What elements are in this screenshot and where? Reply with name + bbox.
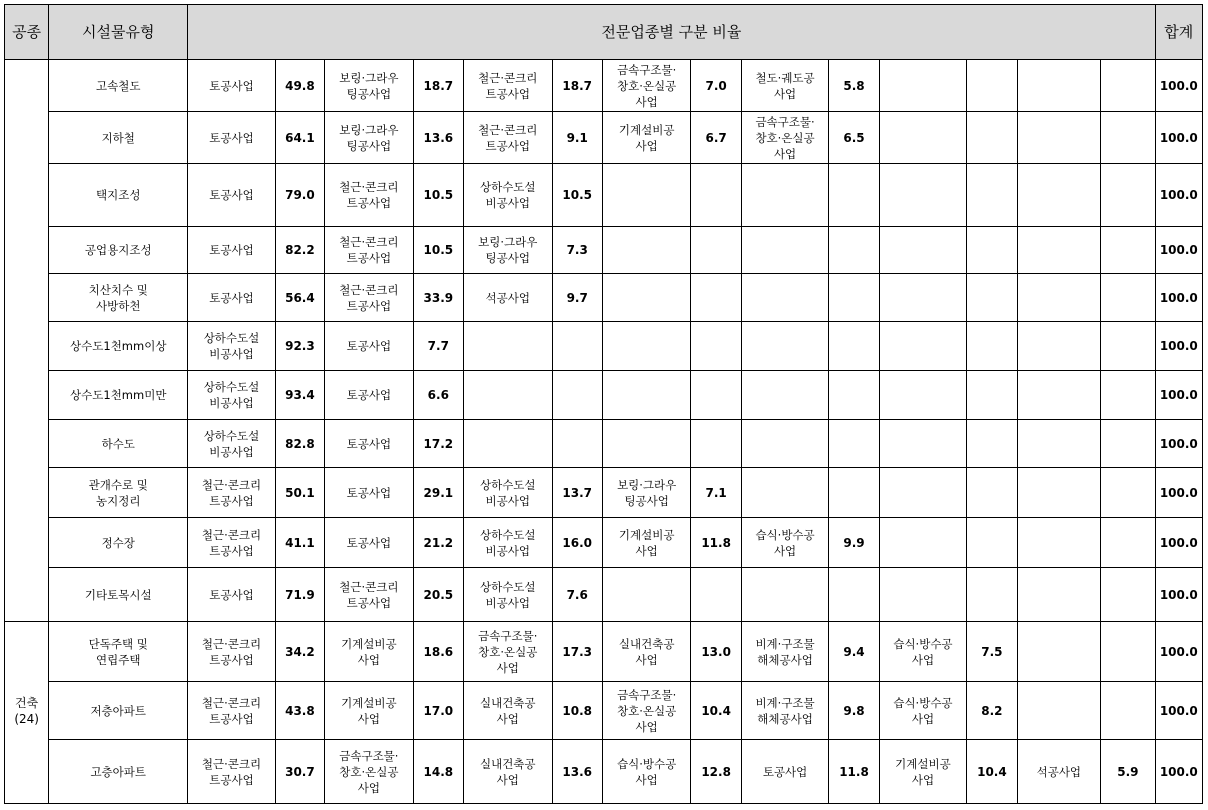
- trade-name-cell: [1017, 112, 1101, 164]
- trade-name-cell: [1017, 371, 1101, 420]
- trade-name-cell: [741, 371, 829, 420]
- trade-ratio-cell: 7.1: [691, 468, 741, 518]
- ratio-table: [4, 4, 1203, 804]
- trade-ratio-cell: 14.8: [413, 740, 463, 804]
- trade-ratio-cell: [1101, 682, 1155, 740]
- trade-name-cell: 토공사업: [325, 420, 414, 468]
- facility-type-cell: 공업용지조성: [49, 227, 188, 274]
- facility-type-cell: 상수도1천mm미만: [49, 371, 188, 420]
- trade-ratio-cell: [1101, 60, 1155, 112]
- table-row: [5, 568, 1203, 622]
- trade-ratio-cell: 6.6: [413, 371, 463, 420]
- facility-type-cell: 치산치수 및 사방하천: [49, 274, 188, 322]
- trade-ratio-cell: [552, 322, 602, 371]
- trade-ratio-cell: 21.2: [413, 518, 463, 568]
- trade-ratio-cell: 49.8: [275, 60, 324, 112]
- trade-name-cell: 철근·콘크리 트공사업: [188, 518, 276, 568]
- trade-name-cell: 철근·콘크리 트공사업: [188, 622, 276, 682]
- category-cell: [5, 60, 49, 622]
- trade-name-cell: 토공사업: [188, 568, 276, 622]
- trade-name-cell: 토공사업: [741, 740, 829, 804]
- trade-ratio-cell: 11.8: [691, 518, 741, 568]
- trade-name-cell: [602, 371, 691, 420]
- total-cell: 100.0: [1155, 164, 1202, 227]
- trade-name-cell: [602, 274, 691, 322]
- facility-type-cell: 기타토목시설: [49, 568, 188, 622]
- trade-name-cell: [879, 274, 967, 322]
- trade-ratio-cell: [1101, 227, 1155, 274]
- trade-name-cell: 토공사업: [188, 227, 276, 274]
- facility-type-cell: 고속철도: [49, 60, 188, 112]
- trade-name-cell: 습식·방수공 사업: [879, 682, 967, 740]
- trade-name-cell: 철근·콘크리 트공사업: [325, 227, 414, 274]
- trade-name-cell: 기계설비공 사업: [602, 112, 691, 164]
- trade-name-cell: 토공사업: [188, 164, 276, 227]
- trade-name-cell: [463, 420, 552, 468]
- total-cell: 100.0: [1155, 568, 1202, 622]
- trade-ratio-cell: 8.2: [967, 682, 1017, 740]
- trade-ratio-cell: [967, 518, 1017, 568]
- total-cell: 100.0: [1155, 227, 1202, 274]
- trade-ratio-cell: 82.8: [275, 420, 324, 468]
- trade-name-cell: 철근·콘크리 트공사업: [463, 112, 552, 164]
- total-cell: 100.0: [1155, 740, 1202, 804]
- trade-ratio-cell: [1101, 322, 1155, 371]
- trade-ratio-cell: [829, 322, 879, 371]
- trade-ratio-cell: 30.7: [275, 740, 324, 804]
- trade-name-cell: 보링·그라우 팅공사업: [602, 468, 691, 518]
- facility-type-cell: 단독주택 및 연립주택: [49, 622, 188, 682]
- trade-ratio-cell: 33.9: [413, 274, 463, 322]
- trade-name-cell: 토공사업: [188, 60, 276, 112]
- trade-name-cell: 토공사업: [188, 274, 276, 322]
- trade-name-cell: [879, 518, 967, 568]
- trade-name-cell: [879, 420, 967, 468]
- trade-ratio-cell: 6.7: [691, 112, 741, 164]
- trade-name-cell: 상하수도설 비공사업: [463, 568, 552, 622]
- trade-ratio-cell: 17.3: [552, 622, 602, 682]
- facility-type-cell: 택지조성: [49, 164, 188, 227]
- trade-ratio-cell: 9.8: [829, 682, 879, 740]
- table-body: [5, 60, 1203, 804]
- trade-ratio-cell: 10.5: [413, 164, 463, 227]
- trade-ratio-cell: 7.0: [691, 60, 741, 112]
- trade-name-cell: [879, 164, 967, 227]
- trade-ratio-cell: 5.8: [829, 60, 879, 112]
- trade-ratio-cell: [1101, 274, 1155, 322]
- facility-type-cell: 고층아파트: [49, 740, 188, 804]
- trade-ratio-cell: [552, 420, 602, 468]
- trade-name-cell: [1017, 568, 1101, 622]
- trade-ratio-cell: 41.1: [275, 518, 324, 568]
- trade-ratio-cell: [829, 468, 879, 518]
- trade-name-cell: [602, 322, 691, 371]
- trade-ratio-cell: [1101, 420, 1155, 468]
- trade-name-cell: 철근·콘크리 트공사업: [325, 274, 414, 322]
- table-row: [5, 322, 1203, 371]
- trade-name-cell: [1017, 420, 1101, 468]
- trade-name-cell: [741, 322, 829, 371]
- total-cell: 100.0: [1155, 682, 1202, 740]
- trade-name-cell: [741, 568, 829, 622]
- facility-type-cell: 정수장: [49, 518, 188, 568]
- trade-name-cell: 상하수도설 비공사업: [188, 420, 276, 468]
- facility-type-cell: 지하철: [49, 112, 188, 164]
- trade-name-cell: 습식·방수공 사업: [879, 622, 967, 682]
- category-cell: 건축 (24): [5, 622, 49, 804]
- trade-ratio-cell: 34.2: [275, 622, 324, 682]
- trade-ratio-cell: 9.1: [552, 112, 602, 164]
- header-ratio: 전문업종별 구분 비율: [188, 5, 1155, 60]
- facility-type-cell: 저층아파트: [49, 682, 188, 740]
- trade-name-cell: [1017, 227, 1101, 274]
- trade-name-cell: 보링·그라우 팅공사업: [463, 227, 552, 274]
- trade-name-cell: 철근·콘크리 트공사업: [325, 164, 414, 227]
- trade-name-cell: [1017, 682, 1101, 740]
- table-row: [5, 518, 1203, 568]
- trade-ratio-cell: 17.0: [413, 682, 463, 740]
- trade-name-cell: 철근·콘크리 트공사업: [188, 740, 276, 804]
- trade-name-cell: [1017, 60, 1101, 112]
- trade-name-cell: 상하수도설 비공사업: [463, 468, 552, 518]
- trade-name-cell: 석공사업: [1017, 740, 1101, 804]
- trade-ratio-cell: [829, 164, 879, 227]
- trade-name-cell: 토공사업: [325, 518, 414, 568]
- trade-name-cell: [741, 274, 829, 322]
- trade-ratio-cell: [967, 112, 1017, 164]
- trade-ratio-cell: [691, 568, 741, 622]
- trade-ratio-cell: 20.5: [413, 568, 463, 622]
- total-cell: 100.0: [1155, 322, 1202, 371]
- trade-ratio-cell: [967, 274, 1017, 322]
- trade-ratio-cell: [552, 371, 602, 420]
- trade-ratio-cell: 82.2: [275, 227, 324, 274]
- trade-name-cell: [879, 227, 967, 274]
- table-row: [5, 622, 1203, 682]
- trade-name-cell: [602, 164, 691, 227]
- trade-ratio-cell: 9.7: [552, 274, 602, 322]
- trade-ratio-cell: [967, 568, 1017, 622]
- trade-ratio-cell: 18.7: [552, 60, 602, 112]
- trade-name-cell: [463, 322, 552, 371]
- trade-name-cell: 실내건축공 사업: [463, 682, 552, 740]
- trade-ratio-cell: [829, 227, 879, 274]
- trade-name-cell: [741, 468, 829, 518]
- table-row: [5, 112, 1203, 164]
- trade-name-cell: 보링·그라우 팅공사업: [325, 112, 414, 164]
- trade-ratio-cell: [1101, 622, 1155, 682]
- trade-ratio-cell: [967, 371, 1017, 420]
- trade-ratio-cell: 7.5: [967, 622, 1017, 682]
- trade-name-cell: 기계설비공 사업: [325, 622, 414, 682]
- trade-ratio-cell: 7.3: [552, 227, 602, 274]
- trade-name-cell: 기계설비공 사업: [602, 518, 691, 568]
- trade-name-cell: 토공사업: [325, 322, 414, 371]
- facility-type-cell: 관개수로 및 농지정리: [49, 468, 188, 518]
- trade-ratio-cell: [691, 420, 741, 468]
- total-cell: 100.0: [1155, 622, 1202, 682]
- trade-name-cell: [741, 227, 829, 274]
- trade-ratio-cell: [967, 322, 1017, 371]
- trade-name-cell: [1017, 164, 1101, 227]
- trade-name-cell: 비계·구조물 해체공사업: [741, 622, 829, 682]
- trade-ratio-cell: 18.7: [413, 60, 463, 112]
- trade-ratio-cell: 10.5: [413, 227, 463, 274]
- trade-ratio-cell: 56.4: [275, 274, 324, 322]
- trade-name-cell: 습식·방수공 사업: [602, 740, 691, 804]
- trade-ratio-cell: 79.0: [275, 164, 324, 227]
- trade-name-cell: 금속구조물· 창호·온실공 사업: [325, 740, 414, 804]
- table-row: [5, 274, 1203, 322]
- trade-ratio-cell: [967, 60, 1017, 112]
- trade-ratio-cell: [1101, 468, 1155, 518]
- trade-name-cell: [1017, 274, 1101, 322]
- trade-ratio-cell: 13.7: [552, 468, 602, 518]
- trade-name-cell: 철근·콘크리 트공사업: [463, 60, 552, 112]
- trade-name-cell: [602, 227, 691, 274]
- trade-name-cell: 보링·그라우 팅공사업: [325, 60, 414, 112]
- trade-ratio-cell: 92.3: [275, 322, 324, 371]
- trade-ratio-cell: [967, 227, 1017, 274]
- table-row: [5, 740, 1203, 804]
- total-cell: 100.0: [1155, 60, 1202, 112]
- trade-name-cell: 철근·콘크리 트공사업: [325, 568, 414, 622]
- trade-name-cell: 금속구조물· 창호·온실공 사업: [463, 622, 552, 682]
- trade-name-cell: [1017, 518, 1101, 568]
- trade-name-cell: 습식·방수공 사업: [741, 518, 829, 568]
- trade-name-cell: 실내건축공 사업: [602, 622, 691, 682]
- trade-name-cell: [1017, 468, 1101, 518]
- trade-name-cell: [1017, 322, 1101, 371]
- table-row: [5, 60, 1203, 112]
- trade-name-cell: [879, 568, 967, 622]
- trade-ratio-cell: 29.1: [413, 468, 463, 518]
- trade-ratio-cell: [829, 274, 879, 322]
- table-row: [5, 164, 1203, 227]
- trade-name-cell: 기계설비공 사업: [879, 740, 967, 804]
- facility-type-cell: 상수도1천mm이상: [49, 322, 188, 371]
- trade-name-cell: [1017, 622, 1101, 682]
- trade-ratio-cell: 13.6: [552, 740, 602, 804]
- trade-name-cell: [741, 420, 829, 468]
- trade-name-cell: [602, 420, 691, 468]
- trade-name-cell: 금속구조물· 창호·온실공 사업: [602, 60, 691, 112]
- trade-name-cell: 토공사업: [188, 112, 276, 164]
- trade-name-cell: [741, 164, 829, 227]
- trade-ratio-cell: [1101, 112, 1155, 164]
- trade-name-cell: 상하수도설 비공사업: [188, 322, 276, 371]
- trade-ratio-cell: 18.6: [413, 622, 463, 682]
- trade-ratio-cell: 50.1: [275, 468, 324, 518]
- header-category: 공종: [5, 5, 49, 60]
- header-row: [5, 5, 1203, 60]
- trade-ratio-cell: 7.7: [413, 322, 463, 371]
- table-row: [5, 468, 1203, 518]
- trade-ratio-cell: [829, 568, 879, 622]
- trade-ratio-cell: 9.4: [829, 622, 879, 682]
- trade-name-cell: [602, 568, 691, 622]
- trade-ratio-cell: 5.9: [1101, 740, 1155, 804]
- table-row: [5, 420, 1203, 468]
- trade-ratio-cell: [691, 164, 741, 227]
- trade-ratio-cell: [1101, 164, 1155, 227]
- trade-ratio-cell: [967, 420, 1017, 468]
- trade-ratio-cell: 13.0: [691, 622, 741, 682]
- trade-ratio-cell: [691, 274, 741, 322]
- trade-ratio-cell: 10.4: [967, 740, 1017, 804]
- trade-name-cell: [879, 371, 967, 420]
- trade-name-cell: [879, 322, 967, 371]
- total-cell: 100.0: [1155, 420, 1202, 468]
- trade-ratio-cell: 16.0: [552, 518, 602, 568]
- trade-ratio-cell: 7.6: [552, 568, 602, 622]
- header-total: 합계: [1155, 5, 1202, 60]
- trade-ratio-cell: 71.9: [275, 568, 324, 622]
- trade-ratio-cell: [691, 371, 741, 420]
- header-facility-type: 시설물유형: [49, 5, 188, 60]
- trade-name-cell: [879, 60, 967, 112]
- trade-name-cell: 토공사업: [325, 371, 414, 420]
- trade-name-cell: 기계설비공 사업: [325, 682, 414, 740]
- total-cell: 100.0: [1155, 274, 1202, 322]
- trade-name-cell: 철근·콘크리 트공사업: [188, 682, 276, 740]
- trade-ratio-cell: 6.5: [829, 112, 879, 164]
- table-row: [5, 371, 1203, 420]
- trade-ratio-cell: 64.1: [275, 112, 324, 164]
- trade-ratio-cell: 17.2: [413, 420, 463, 468]
- trade-name-cell: 철도·궤도공 사업: [741, 60, 829, 112]
- trade-ratio-cell: 11.8: [829, 740, 879, 804]
- trade-name-cell: 철근·콘크리 트공사업: [188, 468, 276, 518]
- trade-ratio-cell: 12.8: [691, 740, 741, 804]
- trade-ratio-cell: [1101, 371, 1155, 420]
- trade-name-cell: 실내건축공 사업: [463, 740, 552, 804]
- trade-ratio-cell: 13.6: [413, 112, 463, 164]
- trade-ratio-cell: 10.4: [691, 682, 741, 740]
- trade-name-cell: [879, 468, 967, 518]
- total-cell: 100.0: [1155, 112, 1202, 164]
- trade-name-cell: 금속구조물· 창호·온실공 사업: [741, 112, 829, 164]
- trade-ratio-cell: 9.9: [829, 518, 879, 568]
- table-row: [5, 682, 1203, 740]
- trade-ratio-cell: [1101, 568, 1155, 622]
- total-cell: 100.0: [1155, 371, 1202, 420]
- trade-name-cell: [879, 112, 967, 164]
- trade-ratio-cell: 10.5: [552, 164, 602, 227]
- trade-name-cell: [463, 371, 552, 420]
- trade-ratio-cell: [829, 420, 879, 468]
- trade-ratio-cell: [1101, 518, 1155, 568]
- trade-ratio-cell: [967, 164, 1017, 227]
- trade-name-cell: 석공사업: [463, 274, 552, 322]
- trade-ratio-cell: [829, 371, 879, 420]
- trade-ratio-cell: [967, 468, 1017, 518]
- trade-name-cell: 비계·구조물 해체공사업: [741, 682, 829, 740]
- trade-name-cell: 토공사업: [325, 468, 414, 518]
- trade-ratio-cell: 43.8: [275, 682, 324, 740]
- total-cell: 100.0: [1155, 518, 1202, 568]
- trade-ratio-cell: [691, 322, 741, 371]
- trade-ratio-cell: 93.4: [275, 371, 324, 420]
- trade-name-cell: 상하수도설 비공사업: [463, 518, 552, 568]
- trade-name-cell: 금속구조물· 창호·온실공 사업: [602, 682, 691, 740]
- table-row: [5, 227, 1203, 274]
- trade-name-cell: 상하수도설 비공사업: [188, 371, 276, 420]
- facility-type-cell: 하수도: [49, 420, 188, 468]
- total-cell: 100.0: [1155, 468, 1202, 518]
- trade-ratio-cell: [691, 227, 741, 274]
- trade-ratio-cell: 10.8: [552, 682, 602, 740]
- trade-name-cell: 상하수도설 비공사업: [463, 164, 552, 227]
